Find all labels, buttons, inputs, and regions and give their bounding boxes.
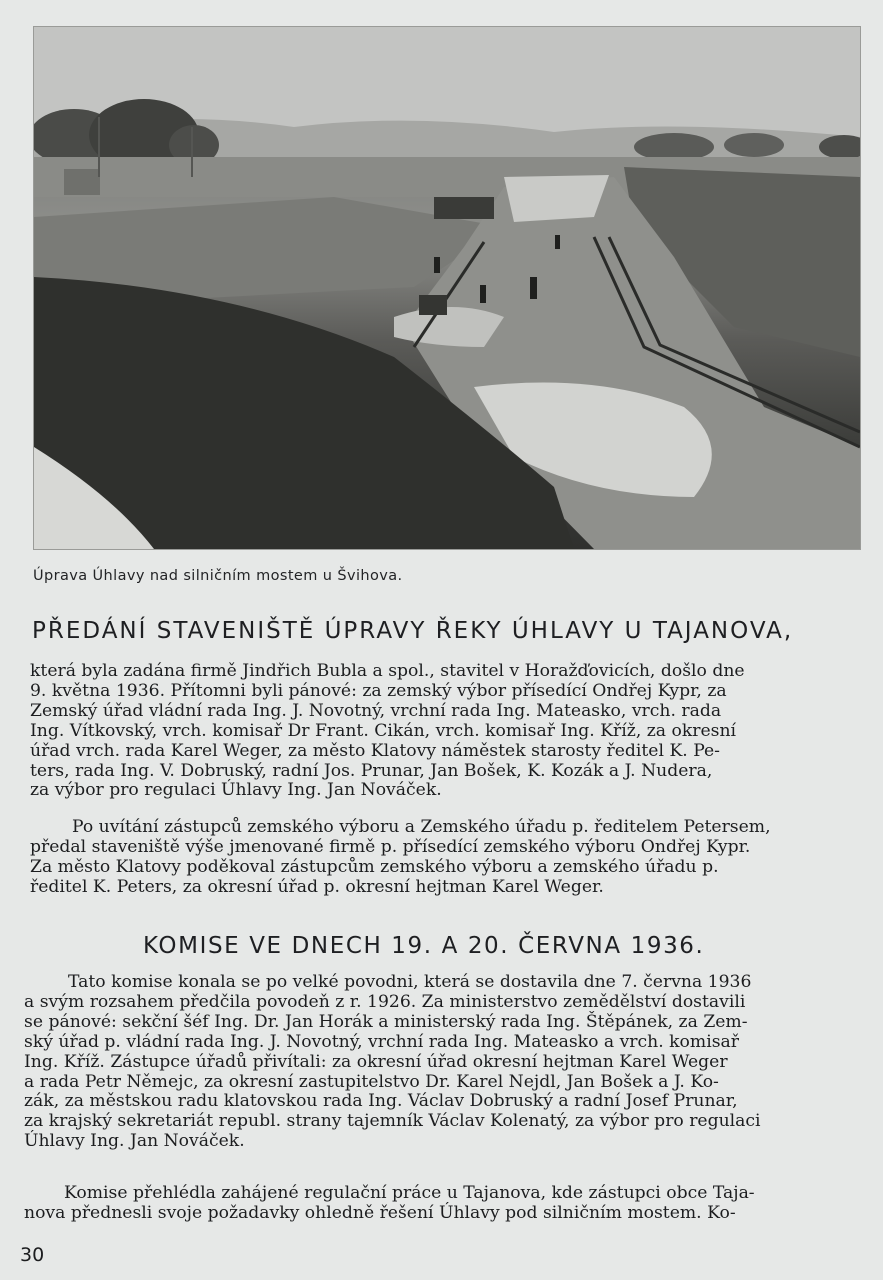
section2-paragraph-1 (24, 973, 858, 1152)
text-line: Tato komise konala se po velké povodni, která se dostavila dne 7. června 1936 (68, 972, 752, 992)
section2-paragraph-2 (24, 1184, 858, 1224)
text-line: Zemský úřad vládní rada Ing. J. Novotný, vrchní rada Ing. Mateasko, vrch. rada (30, 700, 722, 721)
text-line: 9. května 1936. Přítomni byli pánové: za zemský výbor přísedící Ondřej Kypr, za (30, 680, 727, 701)
text-line: ský úřad p. vládní rada Ing. J. Novotný, vrchní rada Ing. Mateasko a vrch. komisař (24, 1031, 739, 1052)
text-line: a svým rozsahem předčila povodeň z r. 1926. Za ministerstvo zemědělství dostavili (24, 991, 746, 1012)
photo-illustration (34, 27, 860, 549)
section1-heading: PŘEDÁNÍ STAVENIŠTĚ ÚPRAVY ŘEKY ÚHLAVY U TAJANOVA, (32, 618, 794, 644)
text-line: Komise přehlédla zahájené regulační práce u Tajanova, kde zástupci obce Taja- (64, 1183, 755, 1203)
text-line: za krajský sekretariát republ. strany tajemník Václav Kolenatý, za výbor pro regulaci (24, 1111, 761, 1132)
text-line: ters, rada Ing. V. Dobruský, radní Jos. Prunar, Jan Bošek, K. Kozák a J. Nudera, (30, 760, 713, 781)
section1-paragraph-2 (30, 818, 858, 898)
text-line: a rada Petr Němejc, za okresní zastupitelstvo Dr. Karel Nejdl, Jan Bošek a J. Ko- (24, 1071, 719, 1092)
text-line: se pánové: sekční šéf Ing. Dr. Jan Horák a ministerský rada Ing. Štěpánek, za Zem- (24, 1011, 748, 1032)
text-line: Po uvítání zástupců zemského výboru a Zemského úřadu p. ředitelem Petersem, (72, 817, 771, 837)
text-line: nova přednesli svoje požadavky ohledně řešení Úhlavy pod silničním mostem. Ko- (24, 1202, 736, 1223)
text-line: Za město Klatovy poděkoval zástupcům zemského výboru a zemského úřadu p. (30, 856, 719, 877)
text-line: Ing. Kříž. Zástupce úřadů přivítali: za okresní úřad okresní hejtman Karel Weger (24, 1051, 728, 1072)
page-number: 30 (20, 1244, 45, 1266)
text-line: předal staveniště výše jmenované firmě p. přísedící zemského výboru Ondřej Kypr. (30, 836, 751, 857)
text-line: která byla zadána firmě Jindřich Bubla a spol., stavitel v Horažďovicích, došlo dne (30, 661, 745, 681)
text-line: zák, za městskou radu klatovskou rada Ing. Václav Dobruský a radní Josef Prunar, (24, 1091, 738, 1112)
text-line: Ing. Vítkovský, vrch. komisař Dr Frant. Cikán, vrch. komisař Ing. Kříž, za okresní (30, 720, 737, 741)
photo-caption: Úprava Úhlavy nad silničním mostem u Švihova. (33, 568, 403, 584)
section2-heading: KOMISE VE DNECH 19. A 20. ČERVNA 1936. (143, 933, 705, 959)
river-regulation-photo (33, 26, 861, 550)
text-line: úřad vrch. rada Karel Weger, za město Klatovy náměstek starosty ředitel K. Pe- (30, 740, 720, 761)
text-line: za výbor pro regulaci Úhlavy Ing. Jan Nováček. (30, 780, 442, 801)
section1-paragraph-1 (30, 662, 858, 801)
text-line: Úhlavy Ing. Jan Nováček. (24, 1131, 245, 1152)
text-line: ředitel K. Peters, za okresní úřad p. okresní hejtman Karel Weger. (30, 876, 604, 897)
